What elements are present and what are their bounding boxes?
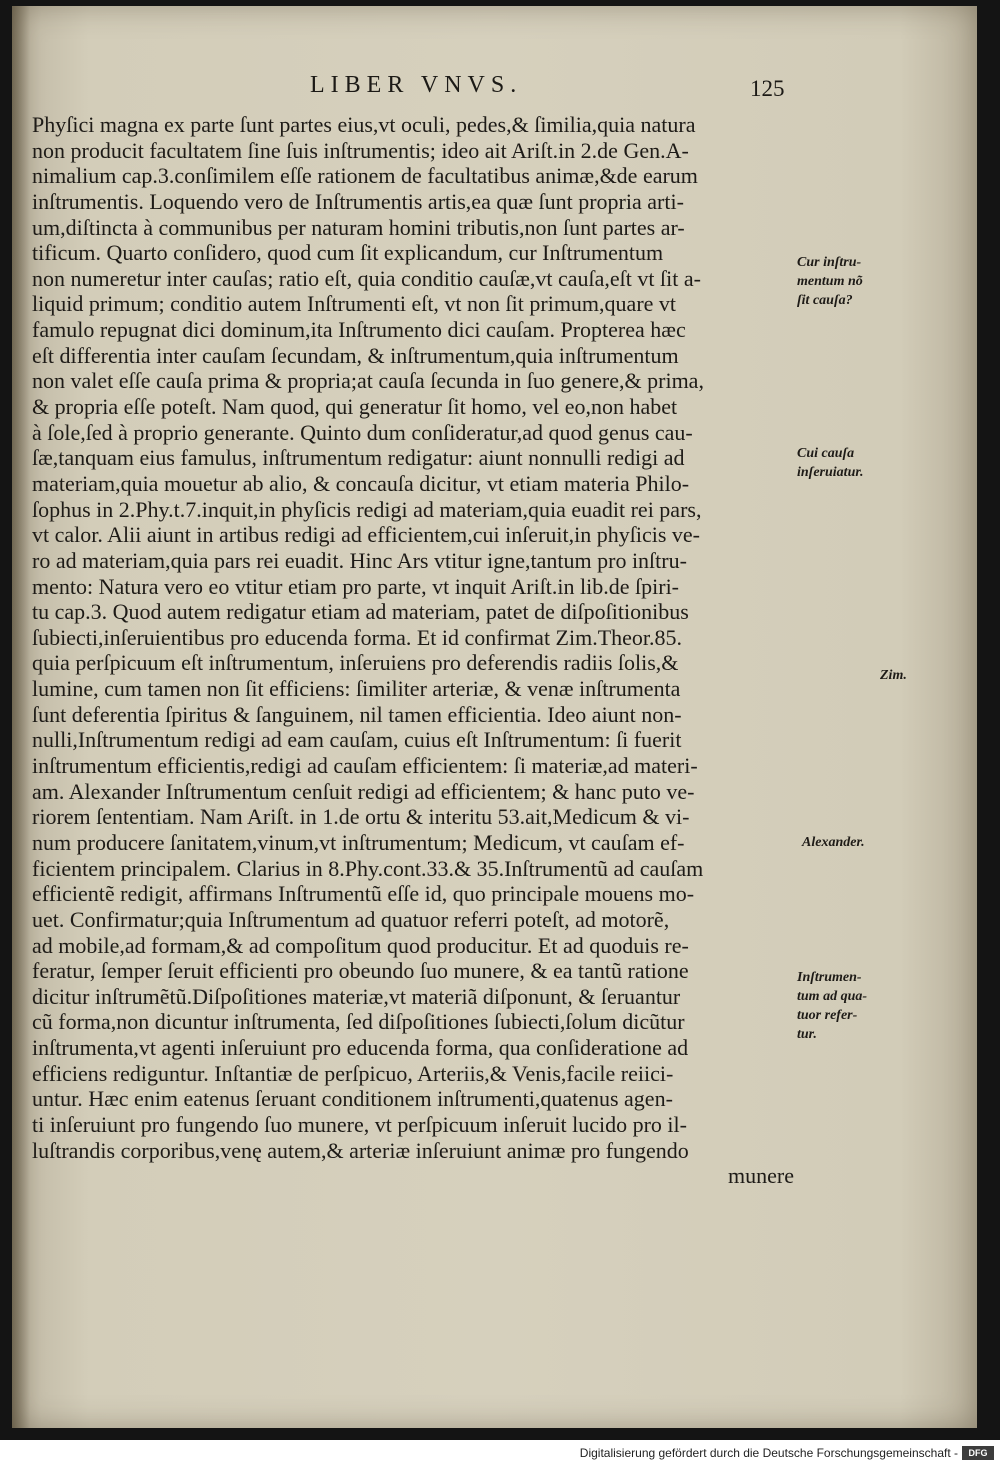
text-line: inſtrumenta,vt agenti inſeruiunt pro educenda forma, qua conſideratione ad xyxy=(32,1035,689,1061)
marginal-note-line: Zim. xyxy=(880,668,907,683)
text-line: nimalium cap.3.conſimilem eſſe rationem de facultatibus animæ,&de earum xyxy=(32,163,698,189)
text-line: munere xyxy=(728,1163,794,1189)
text-line: untur. Hæc enim eatenus ſeruant conditionem inſtrumenti,quatenus agen- xyxy=(32,1086,673,1112)
text-line: ti inſeruiunt pro fungendo ſuo munere, vt perſpicuum inſeruit lucido pro il- xyxy=(32,1111,687,1137)
marginal-note xyxy=(802,833,912,852)
text-line: efficiens rediguntur. Inſtantiæ de perſpicuo, Arteriis,& Venis,facile reiici- xyxy=(32,1060,674,1086)
text-line: materiam,quia mouetur ab alio, & concauſa dicitur, vt etiam materia Philo- xyxy=(32,470,690,496)
text-line: ſubiecti,inſeruientibus pro educenda forma. Et id confirmat Zim.Theor.85. xyxy=(32,624,683,650)
text-line: cũ forma,non dicuntur inſtrumenta, ſed diſpoſitiones ſubiecti,ſolum dicũtur xyxy=(32,1009,685,1035)
text-line: lumine, cum tamen non ſit efficiens: ſimiliter arteriæ, & venæ inſtrumenta xyxy=(32,676,681,702)
text-line: liquid primum; conditio autem Inſtrumenti eſt, vt non ſit primum,quare vt xyxy=(32,291,677,317)
text-line: & propria eſſe poteſt. Nam quod, qui generatur ſit homo, vel eo,non habet xyxy=(32,394,678,420)
marginal-note-line: mentum nõ xyxy=(797,274,863,289)
text-line: eſt differentia inter cauſam ſecundam, & inſtrumentum,quia inſtrumentum xyxy=(32,342,679,368)
marginal-note xyxy=(797,444,907,482)
marginal-note-line: ſit cauſa? xyxy=(797,293,853,308)
marginal-note-line: Inſtrumen- xyxy=(797,970,862,985)
text-line: Phyſici magna ex parte ſunt partes eius,vt oculi, pedes,& ſimilia,quia natura xyxy=(32,112,696,137)
text-line: inſtrumentis. Loquendo vero de Inſtrumentis artis,ea quæ ſunt propria arti- xyxy=(32,188,684,214)
text-line: tificum. Quarto conſidero, quod cum ſit explicandum, cur Inſtrumentum xyxy=(32,240,664,266)
text-line: num producere ſanitatem,vinum,vt inſtrumentum; Medicum, vt cauſam ef- xyxy=(32,829,685,855)
running-title: LIBER VNVS. xyxy=(310,72,523,98)
marginal-note xyxy=(880,666,990,685)
marginal-note-line: inſeruiatur. xyxy=(797,465,864,480)
text-line: non producit facultatem ſine ſuis inſtrumentis; ideo ait Ariſt.in 2.de Gen.A- xyxy=(32,137,689,163)
marginal-note xyxy=(797,968,907,1044)
text-line: um,diſtincta à communibus per naturam homini tributis,non ſunt partes ar- xyxy=(32,214,685,240)
marginal-note-line: Alexander. xyxy=(802,835,865,850)
text-line: ro ad materiam,quia pars rei euadit. Hinc Ars vtitur igne,tantum pro inſtru- xyxy=(32,547,687,573)
page-number: 125 xyxy=(750,76,785,101)
footer-bar xyxy=(0,1440,1000,1468)
text-line: ſæ,tanquam eius famulus, inſtrumentum redigatur: aiunt nonnulli redigi ad xyxy=(32,445,685,471)
text-line: famulo repugnat dici dominum,ita Inſtrumento dici cauſam. Propterea hæc xyxy=(32,317,686,343)
text-line: vt calor. Alii aiunt in artibus redigi ad efficientem,cui inſeruit,in phyſicis ve- xyxy=(32,522,700,548)
text-line: à ſole,ſed à proprio generante. Quinto dum conſideratur,ad quod genus cau- xyxy=(32,419,693,445)
page-gutter-shadow xyxy=(12,6,30,1428)
text-line: nulli,Inſtrumentum redigi ad eam cauſam, cuius eſt Inſtrumentum: ſi fuerit xyxy=(32,727,682,753)
marginal-note-line: Cui cauſa xyxy=(797,446,855,461)
text-line: riorem ſententiam. Nam Ariſt. in 1.de ortu & interitu 53.ait,Medicum & vi- xyxy=(32,804,690,830)
text-line: mento: Natura vero eo vtitur etiam pro parte, vt inquit Ariſt.in lib.de ſpiri- xyxy=(32,573,680,599)
dfg-logo: DFG xyxy=(962,1446,994,1460)
text-line: ſophus in 2.Phy.t.7.inquit,in phyſicis redigi ad materiam,quia euadit rei pars, xyxy=(32,496,702,522)
text-line: inſtrumentum efficientis,redigi ad cauſam efficientem: ſi materiæ,ad materi- xyxy=(32,753,698,779)
text-line: efficientẽ redigit, affirmans Inſtrumentũ eſſe id, quo principale mouens mo- xyxy=(32,881,695,907)
text-line: uet. Confirmatur;quia Inſtrumentum ad quatuor referri poteſt, ad motorẽ, xyxy=(32,906,670,932)
text-line: ficientem principalem. Clarius in 8.Phy.cont.33.& 35.Inſtrumentũ ad cauſam xyxy=(32,855,704,881)
text-line: non valet eſſe cauſa prima & propria;at cauſa ſecunda in ſuo genere,& prima, xyxy=(32,368,704,394)
funding-credit: Digitalisierung gefördert durch die Deutsche Forschungsgemeinschaft - xyxy=(579,1446,958,1460)
text-line: non numeretur inter cauſas; ratio eſt, quia conditio cauſæ,vt cauſa,eſt vt ſit a- xyxy=(32,265,701,291)
main-text-block xyxy=(32,112,794,1189)
marginal-note-line: tur. xyxy=(797,1027,817,1042)
marginal-note xyxy=(797,253,907,310)
text-line: am. Alexander Inſtrumentum cenſuit redigi ad efficientem; & hanc puto ve- xyxy=(32,778,695,804)
marginal-note-line: Cur inſtru- xyxy=(797,255,862,270)
text-line: feratur, ſemper ſeruit efficienti pro obeundo ſuo munere, & ea tantũ ratione xyxy=(32,958,689,984)
marginal-note-line: tuor refer- xyxy=(797,1008,858,1023)
text-line: quia perſpicuum eſt inſtrumentum, inſeruiens pro deferendis radiis ſolis,& xyxy=(32,650,679,676)
text-line: luſtrandis corporibus,venę autem,& arteriæ inſeruiunt animæ pro fungendo xyxy=(32,1137,689,1163)
marginal-note-line: tum ad qua- xyxy=(797,989,868,1004)
text-line: ad mobile,ad formam,& ad compoſitum quod producitur. Et ad quoduis re- xyxy=(32,932,689,958)
text-line: tu cap.3. Quod autem redigatur etiam ad materiam, patet de diſpoſitionibus xyxy=(32,599,689,625)
text-line: dicitur inſtrumẽtũ.Diſpoſitiones materiæ,vt materiã diſponunt, & ſeruantur xyxy=(32,983,681,1009)
text-line: ſunt deferentia ſpiritus & ſanguinem, nil tamen efficientia. Ideo aiunt non- xyxy=(32,701,682,727)
